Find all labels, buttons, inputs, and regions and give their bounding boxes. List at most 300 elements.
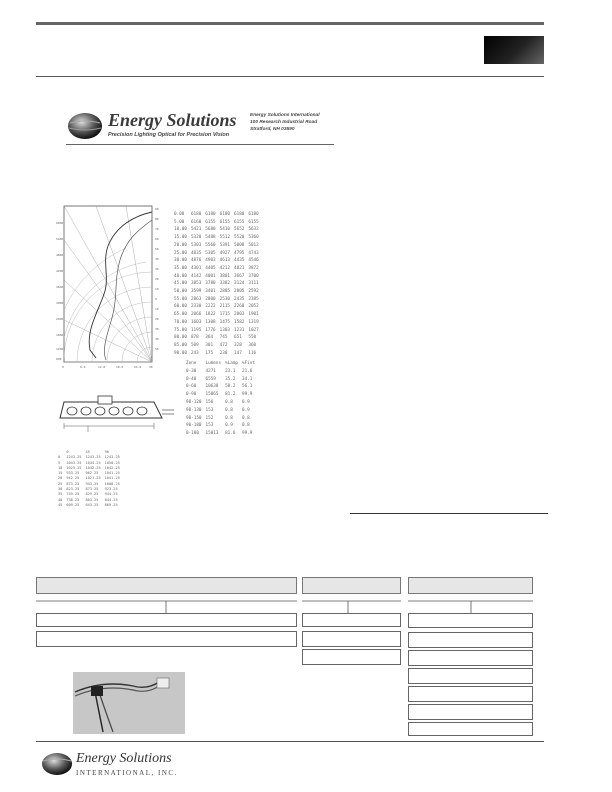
table-cell: 1776	[205, 327, 216, 333]
table-cell: 3853	[190, 281, 202, 287]
table-cell: 0-30	[186, 368, 197, 374]
table-cell: 1901	[248, 312, 259, 318]
axis-label: 40	[155, 337, 159, 341]
axis-label: 18.0	[116, 365, 124, 369]
candela-row	[174, 319, 263, 327]
table-cell: 75.00	[174, 327, 187, 333]
fixture-drawing	[58, 392, 174, 436]
table-cell: 5680	[205, 227, 216, 233]
table-cell: 1243.25	[85, 455, 101, 460]
table-cell: 35	[58, 492, 63, 497]
table-cell: 90-120	[186, 399, 202, 405]
footer-sub-name: INTERNATIONAL, INC.	[76, 769, 178, 777]
table-cell: 15.00	[174, 235, 187, 241]
table-cell: 1195	[190, 327, 202, 333]
table-cell: 1025.25	[66, 465, 82, 470]
table-cell: 803.25	[85, 497, 99, 502]
table-cell: 90.00	[174, 350, 187, 356]
table-cell: 25.00	[174, 250, 187, 256]
globe-icon	[66, 110, 104, 140]
axis-label: 20	[155, 277, 159, 281]
table-cell: 1319	[248, 319, 259, 325]
table-cell: 6155	[219, 219, 231, 225]
axis-label: 60	[155, 237, 159, 241]
table-cell: 3700	[248, 273, 259, 279]
table-cell: 2115	[219, 304, 231, 310]
axis-label: 30	[155, 267, 159, 271]
candela-row	[174, 265, 263, 273]
table-cell: 2003	[234, 312, 245, 318]
axis-label: 30	[155, 327, 159, 331]
table-cell: 2385	[248, 296, 259, 302]
table-cell: 45.00	[174, 281, 187, 287]
order-connectors	[36, 594, 536, 614]
table-cell: 0	[58, 455, 61, 460]
table-cell: 4613	[219, 258, 231, 264]
zonal-row	[186, 407, 259, 415]
table-cell: 360	[248, 342, 257, 348]
table-cell: 2885	[219, 289, 231, 295]
address-block	[250, 112, 320, 133]
table-cell: 2066	[190, 312, 202, 318]
table-cell: 844.25	[104, 497, 118, 502]
table-cell: 5	[58, 460, 61, 465]
candela-row	[174, 334, 263, 342]
table-cell: 4271	[205, 368, 216, 374]
table-cell: 1243.25	[104, 455, 120, 460]
order-header-3	[408, 577, 533, 594]
table-cell: 175	[205, 350, 214, 356]
footer-brand-name: Energy Solutions	[76, 751, 172, 766]
table-cell: 4876	[190, 258, 202, 264]
table-cell: 1027	[248, 327, 259, 333]
table-cell: 643.25	[85, 502, 99, 507]
logo-underline	[66, 144, 334, 145]
table-cell: 5512	[219, 235, 231, 241]
table-cell: 1044.25	[85, 460, 101, 465]
table-cell: 2222	[205, 304, 216, 310]
candela-row	[174, 242, 263, 250]
footer-logo	[40, 748, 180, 780]
table-cell: 0.00	[174, 212, 185, 217]
order-field[interactable]	[302, 613, 401, 627]
axis-label: 4800	[56, 253, 64, 257]
table-cell: 4795	[234, 250, 245, 256]
candela-row	[174, 219, 263, 227]
table-cell: 0-60	[186, 384, 197, 390]
lower-row	[58, 476, 124, 481]
candela-row	[174, 303, 263, 311]
axis-label: 50	[155, 247, 159, 251]
candela-row	[174, 296, 263, 304]
table-cell: 944.25	[104, 492, 118, 497]
table-cell: 5305	[205, 250, 216, 256]
table-cell: 40.00	[174, 273, 187, 279]
axis-label: 1800	[56, 333, 64, 337]
lower-data-table	[58, 450, 124, 508]
table-cell: 4212	[219, 265, 231, 271]
order-field[interactable]	[36, 631, 297, 647]
table-cell: 1603	[190, 319, 202, 325]
table-cell: 147	[234, 350, 242, 356]
table-header-cell: 45	[85, 450, 90, 454]
table-cell: 943.25	[85, 481, 99, 486]
corner-tab	[484, 36, 544, 64]
table-header-cell: %Lamp	[225, 361, 238, 366]
table-cell: 35.00	[174, 265, 187, 271]
table-header-cell: Zone	[186, 361, 197, 366]
table-cell: 116	[248, 350, 257, 356]
axis-label: 3000	[56, 301, 64, 305]
table-cell: 2052	[248, 304, 259, 310]
candela-row	[174, 211, 263, 219]
candela-row	[174, 288, 263, 296]
table-cell: 1582	[234, 319, 245, 325]
table-cell: 152	[205, 415, 214, 421]
footer-rule	[36, 741, 544, 742]
table-cell: 749.25	[66, 492, 80, 497]
table-cell: 6155	[248, 219, 259, 225]
polar-chart-svg	[56, 200, 168, 372]
table-cell: 20.00	[174, 242, 187, 248]
axis-label: 10	[155, 307, 159, 311]
table-cell: 0.8	[225, 415, 233, 421]
order-field[interactable]	[408, 704, 533, 720]
table-cell: 21.6	[242, 368, 253, 374]
candela-row	[174, 226, 263, 234]
table-cell: 745	[219, 335, 228, 341]
axis-label: 0	[155, 297, 157, 301]
axis-label: 2400	[56, 317, 64, 321]
table-cell: 4927	[219, 250, 231, 256]
table-cell: 5012	[248, 242, 259, 248]
table-cell: 4903	[205, 258, 216, 264]
table-cell: 5520	[234, 235, 245, 241]
address-line: 100 Research Industrial Road	[250, 120, 318, 125]
zonal-row	[186, 376, 259, 384]
table-cell: 25	[58, 481, 63, 486]
table-cell: 962.25	[85, 471, 99, 476]
header-rule	[36, 76, 544, 77]
table-cell: 99.9	[242, 392, 253, 398]
table-cell: 99.9	[242, 431, 253, 437]
table-cell: 20	[58, 476, 63, 481]
axis-label: 24.0	[134, 365, 142, 369]
order-header-1	[36, 577, 297, 594]
table-cell: 35.2	[225, 376, 236, 382]
table-cell: 6180	[219, 212, 231, 217]
table-cell: 6180	[190, 212, 202, 217]
table-cell: 942.25	[66, 476, 80, 481]
table-cell: 153	[205, 407, 214, 413]
table-cell: 609.25	[66, 502, 80, 507]
table-cell: 3111	[248, 281, 259, 287]
table-cell: 301	[205, 342, 214, 348]
axis-label: 600	[56, 357, 62, 361]
address-line: Stratford, NH 03590	[250, 127, 295, 132]
brand-name: Energy Solutions	[108, 110, 237, 130]
table-cell: 3667	[234, 273, 245, 279]
zonal-row	[186, 415, 259, 423]
table-cell: 5008	[234, 242, 245, 248]
candela-row	[174, 273, 263, 281]
table-cell: 10.00	[174, 227, 187, 233]
table-cell: 15	[58, 471, 63, 476]
candela-row	[174, 280, 263, 288]
table-header-cell: Lumens	[205, 361, 222, 366]
order-field[interactable]	[302, 631, 401, 647]
table-cell: 0.8	[225, 399, 233, 405]
address-line: Energy Solutions International	[250, 113, 320, 118]
table-cell: 4546	[248, 258, 259, 264]
table-cell: 6180	[205, 212, 216, 217]
table-cell: 80.00	[174, 335, 187, 341]
table-header-row	[186, 360, 259, 368]
table-cell: 30.00	[174, 258, 187, 264]
order-field[interactable]	[408, 686, 533, 702]
lower-row	[58, 455, 124, 460]
table-cell: 1041.25	[104, 476, 120, 481]
axis-label: 6000	[56, 221, 64, 225]
table-cell: 509	[190, 342, 199, 348]
table-cell: 0-40	[186, 376, 197, 382]
axis-label: 10	[155, 287, 159, 291]
table-cell: 81.6	[225, 431, 236, 437]
table-cell: 829.25	[85, 492, 99, 497]
table-cell: 4405	[205, 265, 216, 271]
table-cell: 23.1	[225, 368, 236, 374]
table-cell: 55.00	[174, 296, 187, 302]
table-cell: 6559	[205, 376, 216, 382]
axis-label: 20	[155, 317, 159, 321]
lower-row	[58, 492, 124, 497]
table-cell: 1042.25	[85, 465, 101, 470]
table-cell: 90-130	[186, 407, 202, 413]
axis-label: 3600	[56, 285, 64, 289]
order-field[interactable]	[36, 613, 297, 627]
table-cell: 90-150	[186, 415, 202, 421]
table-cell: 472	[219, 342, 228, 348]
table-cell: 153	[205, 423, 214, 429]
table-cell: 90-180	[186, 423, 202, 429]
table-cell: 6155	[205, 219, 216, 225]
table-cell: 85.00	[174, 342, 187, 348]
table-cell: 3801	[219, 273, 231, 279]
axis-label: 30	[149, 365, 153, 369]
table-cell: 4001	[205, 273, 216, 279]
zonal-row	[186, 430, 259, 438]
lower-row	[58, 503, 124, 508]
top-rule	[36, 22, 544, 25]
table-cell: 2435	[234, 296, 245, 302]
table-cell: 81.2	[225, 392, 236, 398]
table-cell: 6180	[248, 212, 259, 217]
order-field[interactable]	[408, 668, 533, 684]
table-cell: 5.00	[174, 219, 185, 225]
zonal-row	[186, 422, 259, 430]
zonal-row	[186, 368, 259, 376]
table-cell: 3382	[219, 281, 231, 287]
zonal-lumen-table	[186, 360, 259, 438]
candela-table	[174, 211, 263, 357]
table-cell: 1303	[219, 327, 231, 333]
globe-icon	[40, 750, 74, 776]
axis-label: 4200	[56, 269, 64, 273]
table-cell: 30	[58, 487, 63, 492]
order-field[interactable]	[408, 650, 533, 666]
table-cell: 60.00	[174, 304, 187, 310]
table-cell: 0-180	[186, 431, 199, 437]
candela-row	[174, 250, 263, 258]
table-cell: 230	[219, 350, 228, 356]
table-cell: 823.25	[66, 487, 80, 492]
table-cell: 1308	[205, 319, 216, 325]
table-cell: 873.25	[66, 481, 80, 486]
table-cell: 5320	[190, 235, 202, 241]
table-cell: 0.9	[242, 399, 250, 405]
table-cell: 15065	[205, 392, 219, 398]
table-cell: 5421	[190, 227, 202, 233]
table-cell: 6160	[190, 219, 202, 225]
table-cell: 65.00	[174, 312, 187, 318]
header-logo	[66, 110, 336, 144]
table-cell: 4435	[234, 258, 245, 264]
polar-chart	[56, 200, 168, 372]
table-cell: 6180	[234, 212, 245, 217]
table-cell: 738.25	[66, 497, 80, 502]
order-field[interactable]	[408, 632, 533, 648]
table-cell: 1050.25	[104, 460, 120, 465]
table-cell: 5360	[248, 235, 259, 241]
table-cell: 4142	[190, 273, 202, 279]
table-cell: 1008.25	[104, 481, 120, 486]
table-cell: 923.25	[104, 487, 118, 492]
right-rule	[350, 513, 548, 514]
table-cell: 1243.25	[66, 455, 82, 460]
axis-label: 40	[155, 257, 159, 261]
table-cell: 328	[234, 342, 242, 348]
table-cell: 3124	[234, 281, 245, 287]
candela-row	[174, 342, 263, 350]
table-cell: 3872	[248, 265, 259, 271]
table-cell: 5632	[248, 227, 259, 233]
axis-label: 80	[155, 217, 159, 221]
axis-label: 1200	[56, 347, 64, 351]
table-cell: 2530	[219, 296, 231, 302]
zonal-row	[186, 383, 259, 391]
axis-label: 90	[155, 207, 159, 211]
table-cell: 878	[190, 335, 199, 341]
table-cell: 40	[58, 497, 63, 502]
table-cell: 3780	[205, 281, 216, 287]
axis-label: 5400	[56, 237, 64, 241]
table-cell: 5560	[205, 242, 216, 248]
axis-label: 6.0	[80, 365, 86, 369]
table-cell: 45	[58, 502, 63, 507]
table-cell: 2805	[234, 289, 245, 295]
table-cell: 1715	[219, 312, 231, 318]
table-cell: 5303	[190, 242, 202, 248]
order-header-2	[302, 577, 401, 594]
table-cell: 0.9	[242, 407, 250, 413]
table-cell: 1021.25	[85, 476, 101, 481]
table-cell: 34.1	[242, 376, 253, 382]
table-cell: 1822	[205, 312, 216, 318]
axis-label: 50	[155, 347, 159, 351]
table-cell: 5652	[234, 227, 245, 233]
table-cell: 2260	[234, 304, 245, 310]
table-cell: 1043.25	[66, 460, 82, 465]
table-cell: 0.8	[225, 407, 233, 413]
table-cell: 1041.25	[104, 471, 120, 476]
product-photo	[73, 672, 185, 734]
table-cell: 4021	[234, 265, 245, 271]
table-cell: 50.00	[174, 289, 187, 295]
table-cell: 10	[58, 465, 63, 470]
tagline: Precision Lighting Optical for Precision Vision	[108, 132, 230, 138]
table-cell: 1231	[234, 327, 245, 333]
table-cell: 58.2	[225, 384, 236, 390]
candela-row	[174, 350, 263, 358]
table-cell: 0.8	[242, 423, 250, 429]
axis-label: 0	[62, 365, 64, 369]
table-cell: 0-90	[186, 392, 197, 398]
table-cell: 10638	[205, 384, 219, 390]
table-cell: 550	[248, 335, 257, 341]
table-cell: 0.9	[225, 423, 233, 429]
table-cell: 56.1	[242, 384, 253, 390]
candela-row	[174, 234, 263, 242]
table-cell: 873.25	[85, 487, 99, 492]
table-cell: 4743	[248, 250, 259, 256]
candela-row	[174, 327, 263, 335]
table-cell: 2592	[248, 289, 259, 295]
axis-label: 70	[155, 227, 159, 231]
table-cell: 15013	[205, 431, 219, 437]
candela-row	[174, 257, 263, 265]
order-field[interactable]	[408, 722, 533, 736]
table-cell: 4301	[190, 265, 202, 271]
table-cell: 156	[205, 399, 214, 405]
table-cell: 4835	[190, 250, 202, 256]
axis-label: 12.0	[98, 365, 106, 369]
table-cell: 0.8	[242, 415, 250, 421]
table-cell: 1042.25	[104, 465, 120, 470]
zonal-row	[186, 391, 259, 399]
table-cell: 70.00	[174, 319, 187, 325]
table-cell: 2800	[205, 296, 216, 302]
order-field[interactable]	[408, 613, 533, 628]
order-field[interactable]	[302, 649, 401, 665]
table-cell: 3599	[190, 289, 202, 295]
table-cell: 1475	[219, 319, 231, 325]
table-cell: 5391	[219, 242, 231, 248]
table-cell: 5488	[205, 235, 216, 241]
table-cell: 5410	[219, 227, 231, 233]
zonal-row	[186, 399, 259, 407]
table-cell: 669.25	[104, 502, 118, 507]
table-cell: 933.25	[66, 471, 80, 476]
table-cell: 243	[190, 350, 199, 356]
table-cell: 3401	[205, 289, 216, 295]
table-cell: 2330	[190, 304, 202, 310]
table-header-cell: %Fixt	[242, 361, 255, 366]
table-header-cell: 0	[66, 450, 69, 454]
table-cell: 2863	[190, 296, 202, 302]
table-cell: 364	[205, 335, 214, 341]
table-header-cell: 90	[104, 450, 109, 454]
table-cell: 651	[234, 335, 242, 341]
